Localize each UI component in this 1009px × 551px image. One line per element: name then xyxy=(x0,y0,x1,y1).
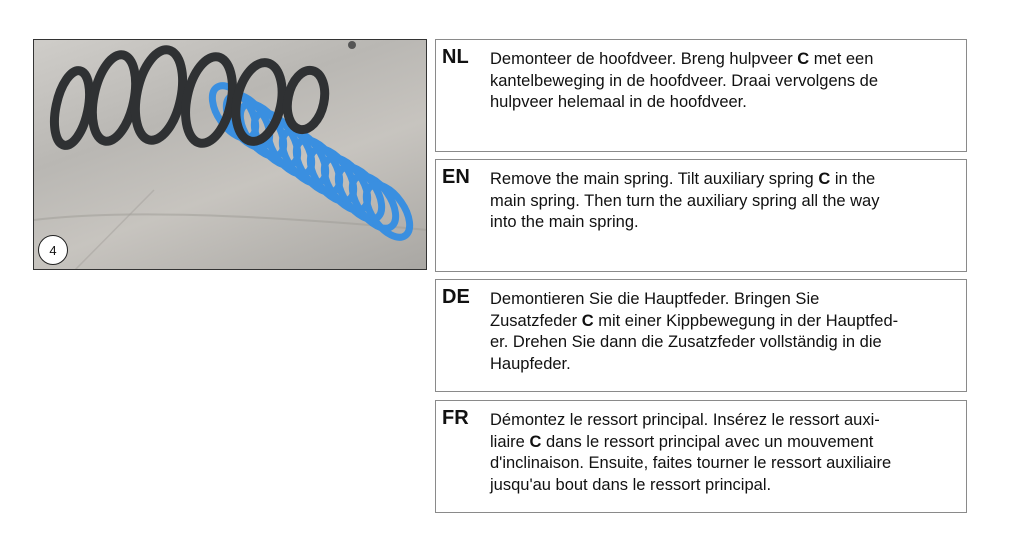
language-code: DE xyxy=(442,286,470,308)
step-number-badge xyxy=(38,235,68,265)
part-label: C xyxy=(818,170,831,188)
auxiliary-spring-coil xyxy=(344,168,405,236)
spring-photo xyxy=(33,39,427,270)
instruction-text xyxy=(490,49,958,114)
instruction-text-after: dans le ressort principal avec un mouvement d'inclinaison. Ensuite, faites tourner le ressort auxiliaire jusqu'au bout dans le ressort principal. xyxy=(490,432,892,494)
instruction-panel-nl xyxy=(435,39,967,152)
instruction-text xyxy=(490,410,958,496)
part-label: C xyxy=(797,50,810,68)
instruction-text-after: in the main spring. Then turn the auxiliary spring all the way into the main spring. xyxy=(490,170,880,231)
instruction-text-after: mit einer Kippbewegung in der Hauptfed- er. Drehen Sie dann die Zusatzfeder vollständig in die Haupfeder. xyxy=(490,311,899,373)
instruction-panel-de xyxy=(435,279,967,392)
auxiliary-spring-coil xyxy=(330,159,391,227)
language-code: NL xyxy=(442,46,469,68)
main-spring-coil xyxy=(282,67,330,133)
instruction-panel-en xyxy=(435,159,967,272)
instruction-panel-fr xyxy=(435,400,967,513)
instruction-text xyxy=(490,169,958,234)
part-label: C xyxy=(529,432,542,451)
instruction-text-before: Demontieren Sie die Hauptfeder. Bringen Sie Zusatzfeder xyxy=(490,290,820,330)
instruction-text-before: Demonteer de hoofdveer. Breng hulpveer xyxy=(490,50,798,68)
instruction-text-after: met een kantelbeweging in de hoofdveer. Draai vervolgens de hulpveer helemaal in de hoofdveer. xyxy=(490,50,879,111)
part-label: C xyxy=(581,311,594,330)
language-code: EN xyxy=(442,166,470,188)
language-code: FR xyxy=(442,407,469,429)
step-number: 4 xyxy=(49,242,57,258)
instruction-text-before: Démontez le ressort principal. Insérez le ressort auxi- liaire xyxy=(490,411,880,451)
auxiliary-spring-coil xyxy=(358,177,419,245)
instruction-text xyxy=(490,289,958,375)
spring-illustration xyxy=(34,40,427,270)
instruction-text-before: Remove the main spring. Tilt auxiliary spring xyxy=(490,170,819,188)
main-spring-coil xyxy=(128,45,190,144)
